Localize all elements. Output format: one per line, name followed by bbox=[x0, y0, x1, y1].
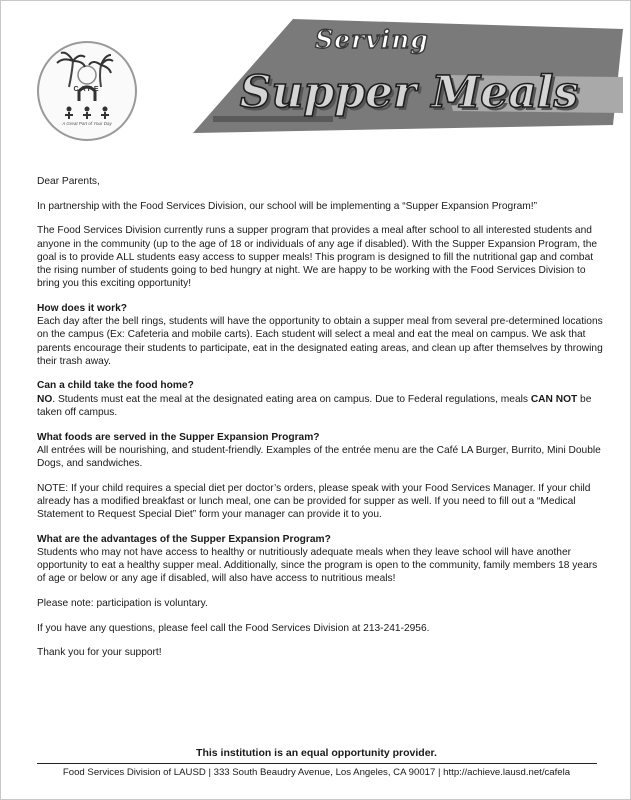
section-heading: Can a child take the food home? bbox=[37, 380, 194, 392]
cannot-emphasis: CAN NOT bbox=[530, 393, 578, 405]
intro-paragraph: In partnership with the Food Services Division, our school will be implementing a “Supper Expansion Program!” bbox=[37, 200, 537, 212]
banner-serving: Serving bbox=[315, 25, 429, 54]
voluntary-note: Please note: participation is voluntary. bbox=[37, 598, 208, 610]
equal-opportunity-statement: This institution is an equal opportunity provider. bbox=[196, 747, 437, 759]
footer-divider bbox=[37, 763, 597, 764]
section-heading: What are the advantages of the Supper Expansion Program? bbox=[37, 533, 331, 545]
section-heading: How does it work? bbox=[37, 302, 127, 314]
logo-tagline: A Great Part of Your Day bbox=[62, 121, 112, 126]
take-home-text-a: . Students must eat the meal at the designated eating area on campus. Due to Federal regulations, meals bbox=[52, 393, 531, 405]
take-home-text-b: be taken off campus. bbox=[37, 393, 592, 418]
footer-address: Food Services Division of LAUSD | 333 South Beaudry Avenue, Los Angeles, CA 90017 | http://achieve.lausd.net/cafela bbox=[62, 767, 571, 778]
section-foods-served bbox=[37, 431, 605, 471]
section-text bbox=[37, 393, 605, 419]
section-advantages bbox=[37, 533, 605, 586]
section-text: Each day after the bell rings, students will have the opportunity to obtain a supper meal from several pre-determined locations on the campus (Ex: Cafeteria and mobile carts). Each student will select a meal and eat the meal on campus. We ask that parents encourage their students to participate, eat in the designated eating areas, and clean up after themselves by throwing their trash away. bbox=[37, 316, 603, 367]
section-how-it-works bbox=[37, 302, 605, 368]
section-heading: What foods are served in the Supper Expansion Program? bbox=[37, 431, 320, 443]
greeting: Dear Parents, bbox=[37, 176, 100, 187]
program-paragraph: The Food Services Division currently runs a supper program that provides a meal after school to all interested students and anyone in the community (up to the age of 18 or individuals of any age if disabled). With the Supper Expansion Program, the goal is to provide ALL students easy access to supper meals! This program is designed to fill the nutritional gap and combat the rising number of students going to bed hungry at night. We are happy to be working with the Food Services Division to bring you this exciting opportunity! bbox=[37, 225, 598, 290]
section-text: All entrées will be nourishing, and student-friendly. Examples of the entrée menu are the Café LA Burger, Burrito, Mini Double Dogs, and sandwiches. bbox=[37, 444, 601, 469]
logo-word: CAFE bbox=[73, 86, 101, 93]
section-text: Students who may not have access to healthy or nutritiously adequate meals when they leave school will have another opportunity to eat a healthy supper meal. Additionally, since the program is open to the community, family members 18 years of age or below or any age if disabled, will also have access to nutritious meals! bbox=[37, 546, 598, 585]
answer-no: NO bbox=[37, 393, 53, 405]
section-take-home bbox=[37, 379, 605, 419]
banner-supper-meals: Supper Meals bbox=[239, 67, 579, 118]
special-diet-note: NOTE: If your child requires a special diet per doctor’s orders, please speak with your Food Services Manager. If your child already has a modified breakfast or lunch meal, one can be provided for supper as well. If you need to fill out a “Medical Statement to Request Special Diet” form your manager can provide it to you. bbox=[37, 482, 591, 521]
contact-paragraph: If you have any questions, please feel call the Food Services Division at 213-241-2956. bbox=[37, 622, 430, 634]
letter-body bbox=[37, 175, 605, 671]
cafe-logo bbox=[37, 41, 137, 141]
thank-you: Thank you for your support! bbox=[37, 647, 162, 659]
